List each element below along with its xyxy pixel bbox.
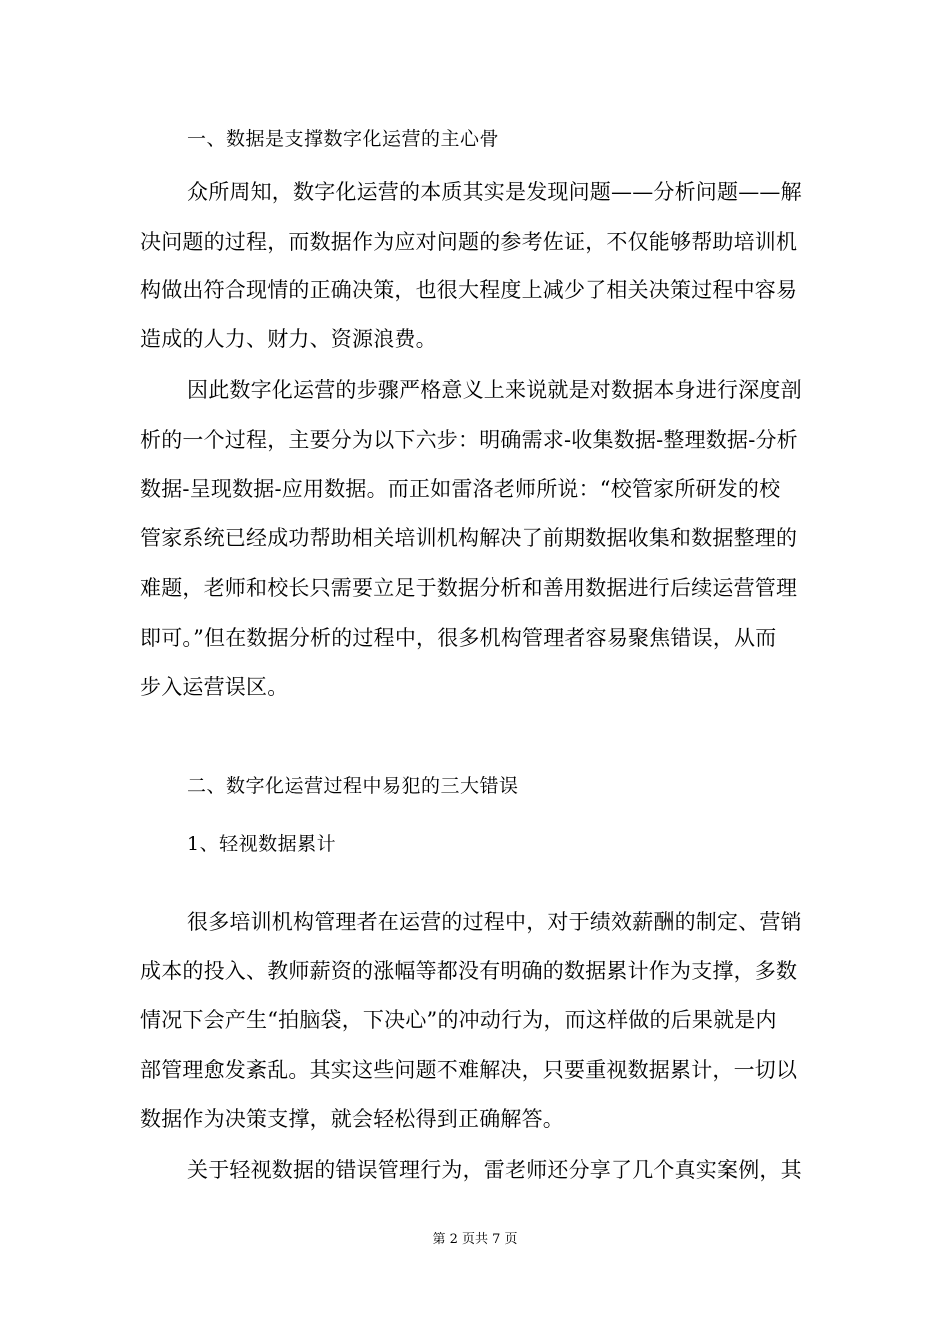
section-heading-2: 二、数字化运营过程中易犯的三大错误 [187, 775, 519, 797]
paragraph-line: 管家系统已经成功帮助相关培训机构解决了前期数据收集和数据整理的 [140, 526, 798, 550]
paragraph-line: 因此数字化运营的步骤严格意义上来说就是对数据本身进行深度剖 [187, 378, 802, 402]
paragraph-line: 部管理愈发紊乱。其实这些问题不难解决，只要重视数据累计，一切以 [140, 1058, 798, 1082]
paragraph-line: 难题，老师和校长只需要立足于数据分析和善用数据进行后续运营管理 [140, 576, 798, 600]
paragraph-line: 即可。”但在数据分析的过程中，很多机构管理者容易聚焦错误，从而 [140, 626, 777, 650]
paragraph-line: 很多培训机构管理者在运营的过程中，对于绩效薪酬的制定、营销 [187, 910, 802, 934]
paragraph-line: 造成的人力、财力、资源浪费。 [140, 327, 437, 351]
section-heading-1: 一、数据是支撑数字化运营的主心骨 [187, 128, 500, 150]
paragraph-line: 情况下会产生“拍脑袋，下决心”的冲动行为，而这样做的后果就是内 [140, 1008, 777, 1032]
paragraph-line: 数据-呈现数据-应用数据。而正如雷洛老师所说：“校管家所研发的校 [140, 477, 781, 501]
paragraph-line: 析的一个过程，主要分为以下六步：明确需求-收集数据-整理数据-分析 [140, 428, 798, 452]
paragraph-line: 数据作为决策支撑，就会轻松得到正确解答。 [140, 1107, 564, 1131]
paragraph-line: 步入运营误区。 [140, 675, 289, 699]
paragraph-line: 构做出符合现情的正确决策，也很大程度上减少了相关决策过程中容易 [140, 278, 798, 302]
paragraph-line: 成本的投入、教师薪资的涨幅等都没有明确的数据累计作为支撑，多数 [140, 959, 798, 983]
page-number-footer: 第 2 页共 7 页 [432, 1232, 518, 1247]
paragraph-line: 关于轻视数据的错误管理行为，雷老师还分享了几个真实案例，其 [187, 1158, 802, 1182]
subsection-heading: 1、轻视数据累计 [187, 833, 337, 855]
paragraph-line: 决问题的过程，而数据作为应对问题的参考佐证，不仅能够帮助培训机 [140, 230, 798, 254]
paragraph-line: 众所周知，数字化运营的本质其实是发现问题——分析问题——解 [187, 180, 802, 204]
